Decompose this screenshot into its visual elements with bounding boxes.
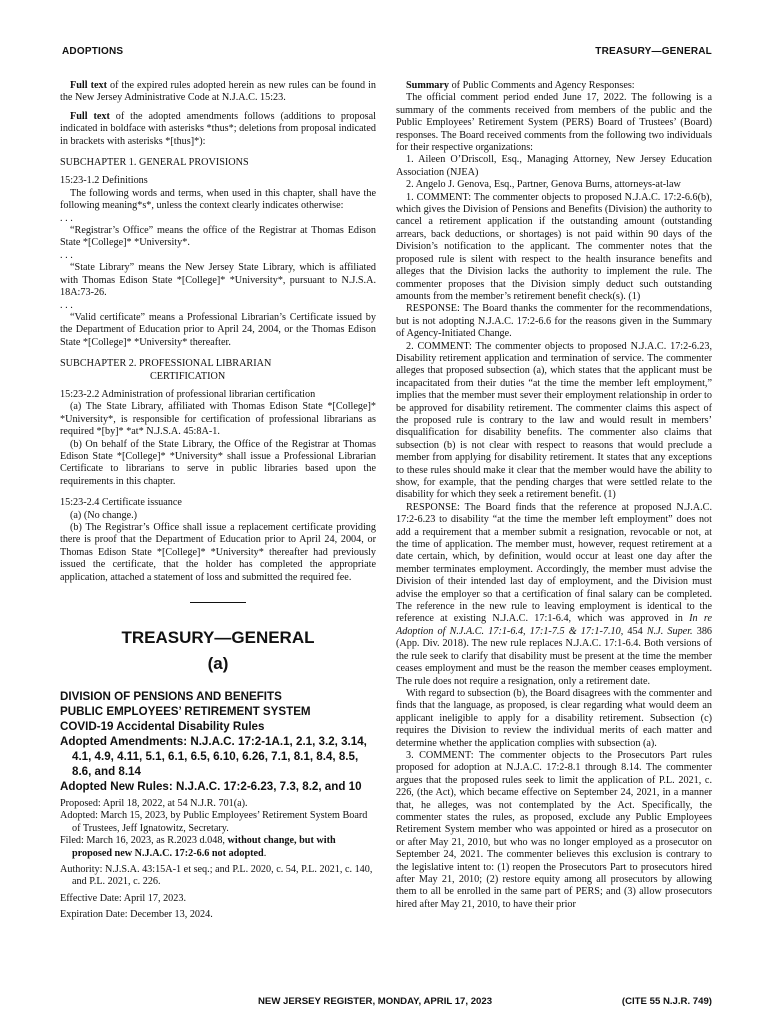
section-2-4-b: (b) The Registrar’s Office shall issue a replacement certificate providing there is proof that the Department of Education prior to April 24, 2004, or Thomas Edison State *[College]* *University* thereafter had previously issued the certificate, that the holder has completed the appropriate application, attached a statement of loss and submitted the required fee. bbox=[60, 522, 376, 583]
subchapter-2-heading: SUBCHAPTER 2. PROFESSIONAL LIBRARIAN bbox=[60, 358, 272, 370]
section-title: TREASURY—GENERAL bbox=[121, 628, 315, 648]
filed-date: Filed: March 16, 2023, as R.2023 d.048, without change, but with proposed new N.J.A.C. 17:2-6.6 not adopted. bbox=[60, 835, 336, 859]
ellipsis: . . . bbox=[60, 212, 73, 224]
definition-state-library: “State Library” means the New Jersey State Library, which is affiliated with Thomas Edison State *[College]* *University*, pursuant to N.J.S.A. 18A:73-26. bbox=[60, 262, 376, 299]
running-header-left: ADOPTIONS bbox=[62, 46, 124, 57]
response-2: RESPONSE: The Board finds that the reference at proposed N.J.A.C. 17:2-6.23 to disability “at the time the member left employment” does not add a requirement that a member submit a resignation, revocable or not, at the time of application. The member must, however, request retirement at a date certain, which, by definition, would occur at least one day after the member terminates employment. Accordingly, the member must advise the Division of their intended last day of employment, and the Division must advise the employer so that a certification of final salary can be completed. The reference in the new rule to leaving employment is identical to the reference at existing N.J.A.C. 17:1-6.4, which was approved in In re Adoption of N.J.A.C. 17:1-6.4, 17:1-7.5 & 17:1-7.10, 454 N.J. Super. 386 (App. Div. 2018). The new rule replaces N.J.A.C. 17:1-6.4. Both versions of the rule seek to clarify that disability must be present at the time the member ceases employment and must be the reason the member ceases employment. The rule does not require a resignation, only a retirement date. bbox=[396, 501, 713, 687]
division-heading: DIVISION OF PENSIONS AND BENEFITS bbox=[60, 690, 282, 704]
section-divider bbox=[190, 602, 246, 603]
section-2-2-b: (b) On behalf of the State Library, the Office of the Registrar at Thomas Edison State *[College]* *University* shall issue a Professional Librarian Certificate to librarians to serve in public libraries based upon the requirements in this chapter. bbox=[60, 438, 376, 487]
section-letter: (a) bbox=[207, 654, 229, 674]
footer-citation: (CITE 55 N.J.R. 749) bbox=[621, 996, 712, 1007]
ellipsis: . . . bbox=[60, 249, 73, 261]
response-1: RESPONSE: The Board thanks the commenter for the recommendations, but is not adopting N.J.A.C. 17:2-6.6 for the reasons given in the Summary of Agency-Initiated Change. bbox=[396, 303, 712, 340]
subchapter-1-heading: SUBCHAPTER 1. GENERAL PROVISIONS bbox=[60, 157, 249, 169]
adopted-date: Adopted: March 15, 2023, by Public Employees’ Retirement System Board of Trustees, Jeff Ignatowitz, Secretary. bbox=[60, 810, 368, 834]
expiration-date: Expiration Date: December 13, 2024. bbox=[60, 909, 213, 921]
section-2-2-a: (a) The State Library, affiliated with Thomas Edison State *[College]* *University*, is responsible for certification of professional librarians as required *[by]* *at* N.J.S.A. 45:8A-1. bbox=[60, 401, 376, 438]
rule-title: COVID-19 Accidental Disability Rules bbox=[60, 720, 265, 734]
commenter-1: 1. Aileen O’Driscoll, Esq., Managing Attorney, New Jersey Education Association (NJEA) bbox=[396, 154, 712, 178]
adopted-amendments: Adopted Amendments: N.J.A.C. 17:2-1A.1, 2.1, 3.2, 3.14, 4.1, 4.9, 4.11, 5.1, 6.1, 6.5, 6.10, 6.26, 7.1, 8.1, 8.4, 8.5, 8.6, and 8.14 bbox=[60, 735, 367, 779]
adopted-new-rules: Adopted New Rules: N.J.A.C. 17:2-6.23, 7.3, 8.2, and 10 bbox=[60, 780, 362, 794]
response-2-subsection-b: With regard to subsection (b), the Board disagrees with the commenter and finds that the language, as proposed, is clear regarding what would deem an applicant ineligible to apply for a disability retirement. Subsection (c) requires the Division to review the individual merits of each matter and determine whether the application complies with subsection (a). bbox=[396, 687, 712, 749]
comment-1: 1. COMMENT: The commenter objects to proposed N.J.A.C. 17:2-6.6(b), which gives the Division of Pensions and Benefits (Division) the authority to cancel a retirement application if the outstanding amount (outstanding arrears, back deductions, or shortages) is not paid within 90 days of the Division’s notification to the applicant. The commenter notes that the proposed rule is silent with respect to the health insurance benefits and alleges that the Division lacks the authority to implement the rule. The commenter proposes that the Division simply deduct such outstanding amounts from the member’s retirement benefit check(s). (1) bbox=[396, 191, 712, 302]
running-header-right: TREASURY—GENERAL bbox=[595, 46, 712, 57]
summary-heading: Summary of Public Comments and Agency Responses: bbox=[406, 80, 635, 91]
definition-valid-certificate: “Valid certificate” means a Professional Librarian’s Certificate issued by the Department of Education prior to April 24, 2004, or the Thomas Edison State *[College]* *University* thereafter. bbox=[60, 311, 376, 348]
effective-date: Effective Date: April 17, 2023. bbox=[60, 892, 186, 904]
footer-register-date: NEW JERSEY REGISTER, MONDAY, APRIL 17, 2023 bbox=[258, 996, 493, 1007]
comment-2: 2. COMMENT: The commenter objects to proposed N.J.A.C. 17:2-6.23, Disability retirement application and termination of service. The commenter alleges that proposed subsection (a), which states that the applicant must be incapacitated from their duties “at the time the member left employment,” implies that the member must sever their employment relationship in order to be approved for disability retirement. The commenter claims this aspect of the proposed rule is contrary to the law and would result in members’ disqualification for disability benefits. The commenter also claims that subsection (b) is not clear with respect to reasons that would preclude a member from applying for disability retirement. It states that any exceptions to these rules should make it clear that the member would have the ability to show, for example, that the pending charges that were settled relate to the disability for which they seek a retirement benefit. (1) bbox=[396, 340, 712, 501]
system-heading: PUBLIC EMPLOYEES’ RETIREMENT SYSTEM bbox=[60, 705, 311, 719]
section-1-2-title: 15:23-1.2 Definitions bbox=[60, 175, 148, 187]
ellipsis: . . . bbox=[60, 299, 73, 311]
section-2-4-title: 15:23-2.4 Certificate issuance bbox=[60, 497, 182, 509]
paragraph-full-text-expired: Full text of the expired rules adopted herein as new rules can be found in the New Jersey Administrative Code at N.J.A.C. 15:23. bbox=[60, 80, 376, 104]
section-1-2-intro: The following words and terms, when used in this chapter, shall have the following meaning*s*, unless the context clearly indicates otherwise: bbox=[60, 187, 376, 212]
section-2-2-title: 15:23-2.2 Administration of professional librarian certification bbox=[60, 388, 316, 400]
commenter-2: 2. Angelo J. Genova, Esq., Partner, Genova Burns, attorneys-at-law bbox=[406, 179, 681, 191]
right-column bbox=[396, 80, 712, 911]
left-column bbox=[60, 80, 376, 922]
definition-registrar: “Registrar’s Office” means the office of the Registrar at Thomas Edison State *[College]* *University*. bbox=[60, 225, 376, 249]
subchapter-2-heading-cont: CERTIFICATION bbox=[150, 370, 226, 382]
paragraph-full-text-amendments: Full text of the adopted amendments follows (additions to proposal indicated in boldface with asterisks *thus*; deletions from proposal indicated in brackets with asterisks *[thus]*): bbox=[60, 110, 376, 147]
comment-period-intro: The official comment period ended June 17, 2022. The following is a summary of the comments received from members of the public and the Public Employees’ Retirement System (PERS) Board of Trustees’ (Board) responses. The Board received comments from the following two individuals for their respective organizations: bbox=[396, 92, 712, 154]
comment-3: 3. COMMENT: The commenter objects to the Prosecutors Part rules proposed for adoption at N.J.A.C. 17:2-8.1 through 8.14. The commenter argues that the proposed rules seek to limit the application of P.L. 2021, c. 226, (the Act), which became effective on September 24, 2021, in a manner that, he alleges, was not contemplated by the Act. Specifically, the commenter states the rules, as proposed, exclude any Public Employees Retirement System member who was appointed or hired as a prosecutor on or after May 21, 2010, but who was no longer employed as a prosecutor on September 24, 2021. The commenter believes this exclusion is contrary to the legislative intent to: (1) reopen the Prosecutors Part to prosecutors hired after May 21, 2010; (2) restore equity among all prosecutors by allowing them to all be enrolled in the same part of PERS; and (3) allow prosecutors hired after May 21, 2010, to have their prior bbox=[396, 749, 712, 910]
section-2-4-a: (a) (No change.) bbox=[70, 509, 138, 521]
proposed-date: Proposed: April 18, 2022, at 54 N.J.R. 701(a). bbox=[60, 798, 248, 810]
authority: Authority: N.J.S.A. 43:15A-1 et seq.; and P.L. 2020, c. 54, P.L. 2021, c. 140, and P.L. 2021, c. 226. bbox=[60, 864, 373, 888]
